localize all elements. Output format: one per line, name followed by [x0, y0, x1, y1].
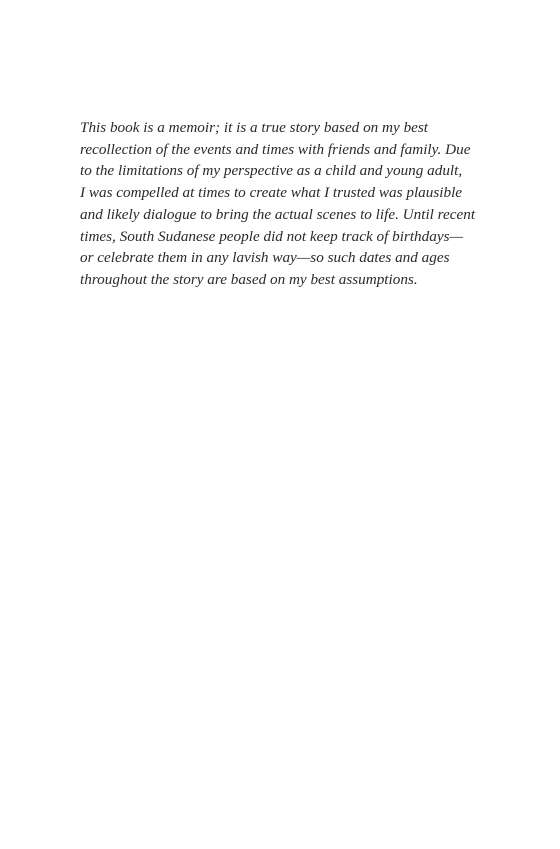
disclaimer-line: times, South Sudanese people did not keep track of birthdays—: [80, 227, 463, 245]
disclaimer-line: throughout the story are based on my best assumptions.: [80, 270, 418, 288]
memoir-disclaimer: [80, 117, 490, 291]
disclaimer-line: I was compelled at times to create what I trusted was plausible: [80, 184, 463, 202]
disclaimer-line: This book is a memoir; it is a true story based on my best: [80, 119, 429, 136]
disclaimer-line: to the limitations of my perspective as a child and young adult,: [80, 162, 463, 180]
disclaimer-line: or celebrate them in any lavish way—so such dates and ages: [80, 249, 450, 267]
disclaimer-line: and likely dialogue to bring the actual scenes to life. Until recent: [80, 205, 476, 223]
disclaimer-line: recollection of the events and times with friends and family. Due: [80, 140, 471, 158]
